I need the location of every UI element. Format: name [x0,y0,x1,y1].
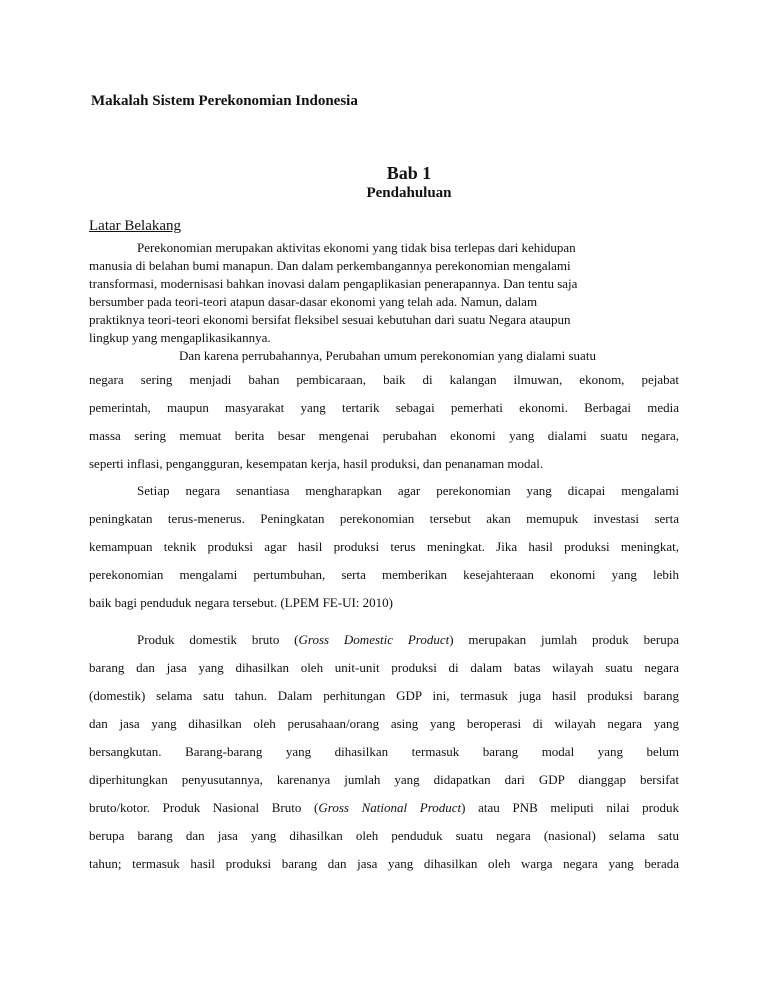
intro-line: lingkup yang mengaplikasikannya. [89,330,271,345]
paragraph-line: pemerintah, maupun masyarakat yang tertarik sebagai pemerhati ekonomi. Berbagai media [89,400,679,415]
intro-paragraph [89,239,689,365]
paragraph-line: negara sering menjadi bahan pembicaraan, baik di kalangan ilmuwan, ekonom, pejabat [89,372,679,387]
intro-line: Dan karena perrubahannya, Perubahan umum perekonomian yang dialami suatu [179,348,596,363]
intro-line: praktiknya teori-teori ekonomi bersifat fleksibel sesuai kebutuhan dari suatu Negara ataupun [89,312,571,327]
intro-line: bersumber pada teori-teori atapun dasar-dasar ekonomi yang telah ada. Namun, dalam [89,294,538,309]
paragraph-3 [89,626,679,878]
paragraph-line: baik bagi penduduk negara tersebut. (LPEM FE-UI: 2010) [89,595,393,610]
intro-line: Perekonomian merupakan aktivitas ekonomi yang tidak bisa terlepas dari kehidupan [137,240,576,255]
chapter-heading: Bab 1 [386,163,432,183]
paragraph-line: diperhitungkan penyusutannya, karenanya jumlah yang didapatkan dari GDP dianggap bersifat [89,772,679,787]
intro-line: manusia di belahan bumi manapun. Dan dalam perkembangannya perekonomian mengalami [89,258,571,273]
paragraph-line: dan jasa yang dihasilkan oleh perusahaan/orang asing yang beroperasi di wilayah negara yang [89,716,679,731]
paragraph-line: berupa barang dan jasa yang dihasilkan oleh penduduk suatu negara (nasional) selama satu [89,828,679,843]
paragraph-line: Setiap negara senantiasa mengharapkan agar perekonomian yang dicapai mengalami [137,483,679,498]
paragraph-line: seperti inflasi, pengangguran, kesempatan kerja, hasil produksi, dan penanaman modal. [89,456,544,471]
paragraph-line: bersangkutan. Barang-barang yang dihasilkan termasuk barang modal yang belum [89,744,679,759]
chapter-title: Pendahuluan [366,185,452,201]
paragraph-line: Produk domestik bruto (Gross Domestic Product) merupakan jumlah produk berupa [137,632,679,647]
paragraph-1 [89,366,679,478]
paragraph-line: perekonomian mengalami pertumbuhan, serta memberikan kesejahteraan ekonomi yang lebih [89,567,679,582]
paragraph-line: bruto/kotor. Produk Nasional Bruto (Gross National Product) atau PNB meliputi nilai produk [89,800,679,815]
document-title: Makalah Sistem Perekonomian Indonesia [91,93,358,109]
intro-line: transformasi, modernisasi bahkan inovasi dalam pengaplikasian penerapannya. Dan tentu saja [89,276,578,291]
paragraph-line: barang dan jasa yang dihasilkan oleh unit-unit produksi di dalam batas wilayah suatu negara [89,660,679,675]
section-heading: Latar Belakang [89,218,182,234]
paragraph-line: peningkatan terus-menerus. Peningkatan perekonomian tersebut akan memupuk investasi serta [89,511,679,526]
paragraph-line: kemampuan teknik produksi agar hasil produksi terus meningkat. Jika hasil produksi meningkat, [89,539,679,554]
paragraph-line: (domestik) selama satu tahun. Dalam perhitungan GDP ini, termasuk juga hasil produksi barang [89,688,679,703]
paragraph-line: massa sering memuat berita besar mengenai perubahan ekonomi yang dialami suatu negara, [89,428,679,443]
paragraph-line: tahun; termasuk hasil produksi barang dan jasa yang dihasilkan oleh warga negara yang berada [89,856,679,871]
paragraph-2 [89,477,679,617]
